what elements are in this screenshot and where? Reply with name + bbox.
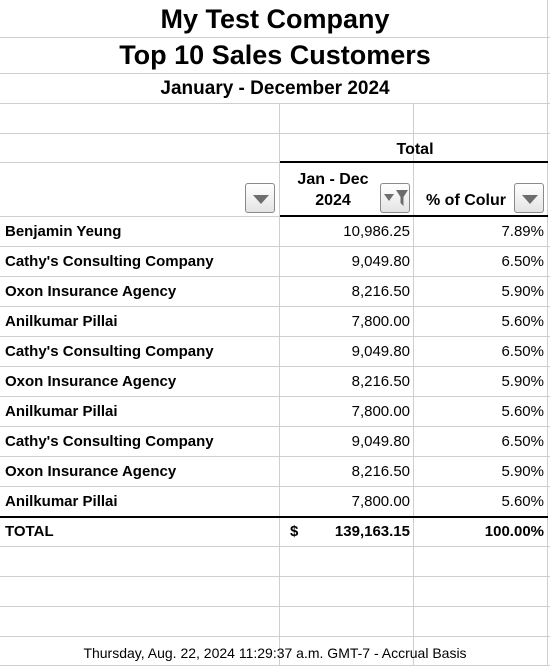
total-label: TOTAL bbox=[5, 523, 54, 540]
grid-line bbox=[0, 133, 550, 134]
percent-cell: 5.90% bbox=[501, 283, 544, 300]
percent-cell: 6.50% bbox=[501, 343, 544, 360]
customer-name: Cathy's Consulting Company bbox=[5, 433, 214, 450]
customer-name: Anilkumar Pillai bbox=[5, 403, 118, 420]
percent-cell: 5.90% bbox=[501, 373, 544, 390]
amount-header-line1: Jan - Dec bbox=[297, 171, 369, 188]
grid-line bbox=[0, 73, 550, 74]
percent-cell: 5.90% bbox=[501, 463, 544, 480]
percent-cell: 5.60% bbox=[501, 313, 544, 330]
percent-cell: 5.60% bbox=[501, 493, 544, 510]
customer-name: Oxon Insurance Agency bbox=[5, 463, 177, 480]
amount-cell: 7,800.00 bbox=[351, 313, 410, 330]
grid-line bbox=[0, 37, 550, 38]
customer-name: Benjamin Yeung bbox=[5, 223, 122, 240]
customer-name: Anilkumar Pillai bbox=[5, 313, 118, 330]
amount-cell: 9,049.80 bbox=[351, 343, 410, 360]
grid-line bbox=[0, 665, 550, 666]
percent-cell: 5.60% bbox=[501, 403, 544, 420]
grid-line bbox=[0, 606, 550, 607]
customer-name: Cathy's Consulting Company bbox=[5, 253, 214, 270]
amount-header-line2: 2024 bbox=[315, 192, 351, 209]
amount-cell: 8,216.50 bbox=[351, 283, 410, 300]
report-footer: Thursday, Aug. 22, 2024 11:29:37 a.m. GMT-7 - Accrual Basis bbox=[83, 645, 467, 661]
report-period: January - December 2024 bbox=[160, 78, 390, 99]
total-percent: 100.00% bbox=[484, 523, 544, 540]
total-group-header: Total bbox=[396, 141, 434, 158]
grid-line bbox=[0, 162, 280, 163]
filter-icon bbox=[396, 190, 408, 207]
amount-cell: 8,216.50 bbox=[351, 463, 410, 480]
grid-line bbox=[0, 636, 550, 637]
company-name: My Test Company bbox=[160, 4, 390, 34]
amount-cell: 7,800.00 bbox=[351, 403, 410, 420]
percent-cell: 6.50% bbox=[501, 433, 544, 450]
amount-column-header bbox=[283, 169, 383, 211]
currency-symbol: $ bbox=[290, 523, 299, 540]
customer-name: Cathy's Consulting Company bbox=[5, 343, 214, 360]
name-column-dropdown-button[interactable] bbox=[245, 183, 275, 213]
amount-cell: 8,216.50 bbox=[351, 373, 410, 390]
percent-column-header: % of Colur bbox=[426, 192, 506, 209]
percent-cell: 7.89% bbox=[501, 223, 544, 240]
customer-name: Oxon Insurance Agency bbox=[5, 283, 177, 300]
grid-line bbox=[0, 576, 550, 577]
amount-cell: 9,049.80 bbox=[351, 253, 410, 270]
percent-column-dropdown-button[interactable] bbox=[514, 183, 544, 213]
amount-cell: 7,800.00 bbox=[351, 493, 410, 510]
amount-column-filter-button[interactable] bbox=[380, 183, 410, 213]
report-title: Top 10 Sales Customers bbox=[119, 40, 431, 70]
customer-name: Anilkumar Pillai bbox=[5, 493, 118, 510]
customer-name: Oxon Insurance Agency bbox=[5, 373, 177, 390]
grid-line bbox=[0, 103, 550, 104]
total-amount: 139,163.15 bbox=[334, 523, 410, 540]
amount-cell: 10,986.25 bbox=[343, 223, 410, 240]
percent-cell: 6.50% bbox=[501, 253, 544, 270]
amount-cell: 9,049.80 bbox=[351, 433, 410, 450]
